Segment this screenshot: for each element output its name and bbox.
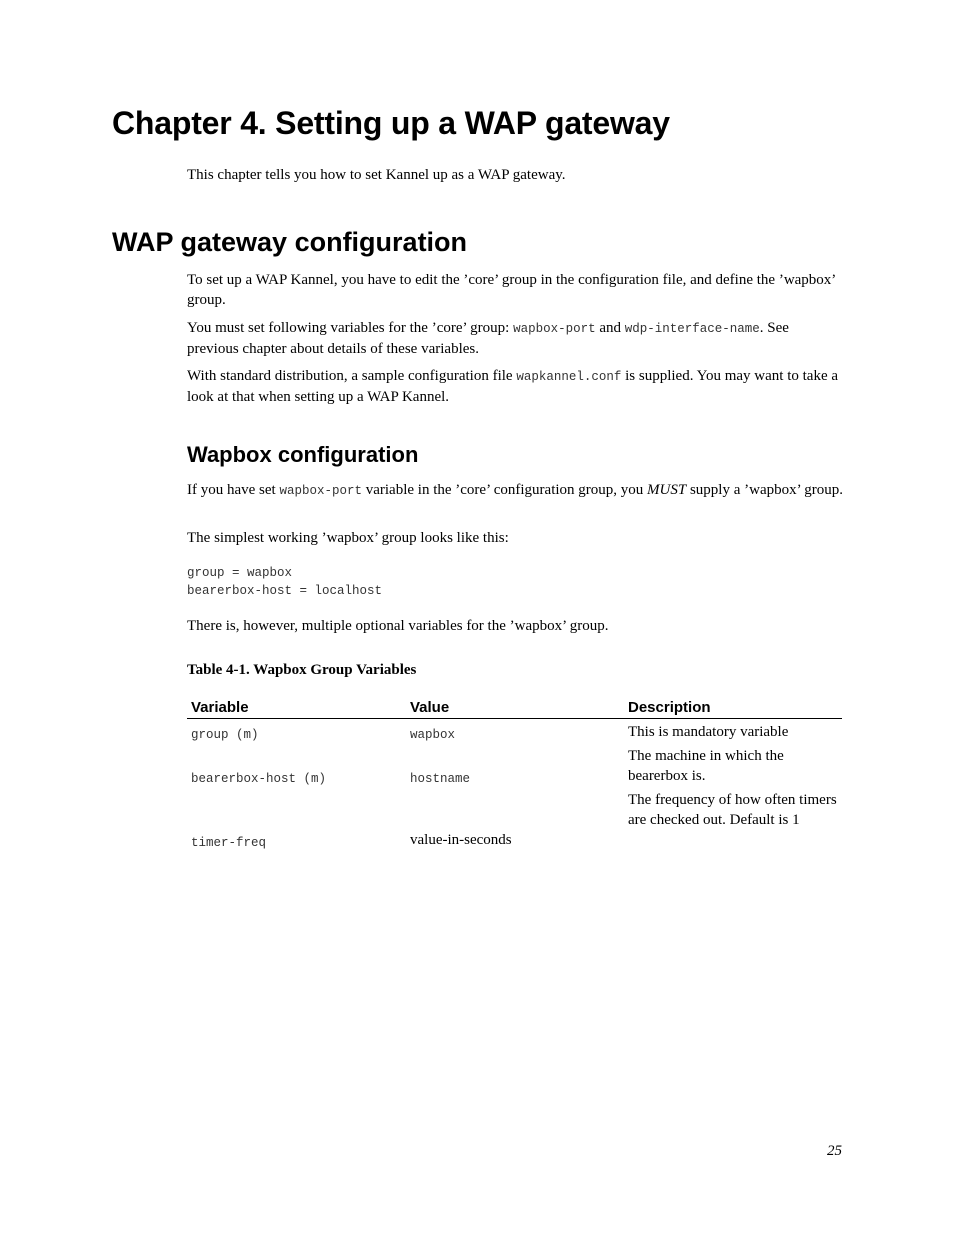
cell-value: wapbox [410, 728, 456, 742]
text-run: You must set following variables for the ’core’ group: [187, 320, 514, 336]
subsection-paragraph-1 [187, 480, 843, 501]
subsection-paragraph-2: The simplest working ’wapbox’ group looks like this: [187, 530, 509, 546]
cell-variable: bearerbox-host (m) [191, 772, 327, 786]
table-row [187, 787, 842, 851]
header-value: Value [410, 699, 450, 716]
cell-description: This is mandatory variable [628, 724, 789, 740]
cell-value: hostname [410, 772, 471, 786]
text-run: With standard distribution, a sample configuration file [187, 368, 517, 384]
chapter-title: Chapter 4. Setting up a WAP gateway [112, 105, 670, 141]
code-wapbox-port: wapbox-port [279, 484, 362, 498]
code-wapkannel-conf: wapkannel.conf [516, 370, 622, 384]
cell-description: The machine in which the bearerbox is. [628, 748, 784, 784]
table-row [187, 719, 842, 743]
page-number: 25 [827, 1143, 842, 1159]
cell-variable: timer-freq [191, 836, 267, 850]
section-title: WAP gateway configuration [112, 227, 468, 257]
code-line-2: bearerbox-host = localhost [187, 584, 383, 598]
section-paragraph-3 [187, 366, 843, 407]
text-run: supply a ’wapbox’ group. [686, 482, 843, 498]
text-run: is supplied. You may want to take a look at that when setting up a WAP Kannel. [187, 368, 839, 405]
code-block [187, 564, 382, 600]
code-wapbox-port: wapbox-port [513, 322, 596, 336]
table-header-row [187, 697, 842, 719]
wapbox-variables-table [187, 697, 842, 851]
cell-description: The frequency of how often timers are checked out. Default is 1 [628, 792, 837, 828]
text-run: . See previous chapter about details of these variables. [187, 320, 789, 357]
subsection-paragraph-3: There is, however, multiple optional variables for the ’wapbox’ group. [187, 618, 609, 634]
subsection-title: Wapbox configuration [187, 442, 419, 467]
header-variable: Variable [191, 699, 249, 716]
text-run: variable in the ’core’ configuration group, you [361, 482, 648, 498]
section-paragraph-2 [187, 318, 843, 359]
code-line-1: group = wapbox [187, 566, 293, 580]
code-wdp-interface-name: wdp-interface-name [624, 322, 760, 336]
cell-value: value-in-seconds [410, 832, 512, 848]
text-run: If you have set [187, 482, 280, 498]
cell-variable: group (m) [191, 728, 259, 742]
table-title: Table 4-1. Wapbox Group Variables [187, 662, 417, 678]
table-row [187, 743, 842, 787]
text-run: and [595, 320, 625, 336]
section-paragraph-1: To set up a WAP Kannel, you have to edit the ’core’ group in the configuration file, and define the ’wapbox’ group. [187, 272, 836, 308]
header-description: Description [628, 699, 711, 716]
chapter-intro: This chapter tells you how to set Kannel up as a WAP gateway. [187, 167, 566, 183]
emphasis-must: MUST [647, 482, 687, 498]
